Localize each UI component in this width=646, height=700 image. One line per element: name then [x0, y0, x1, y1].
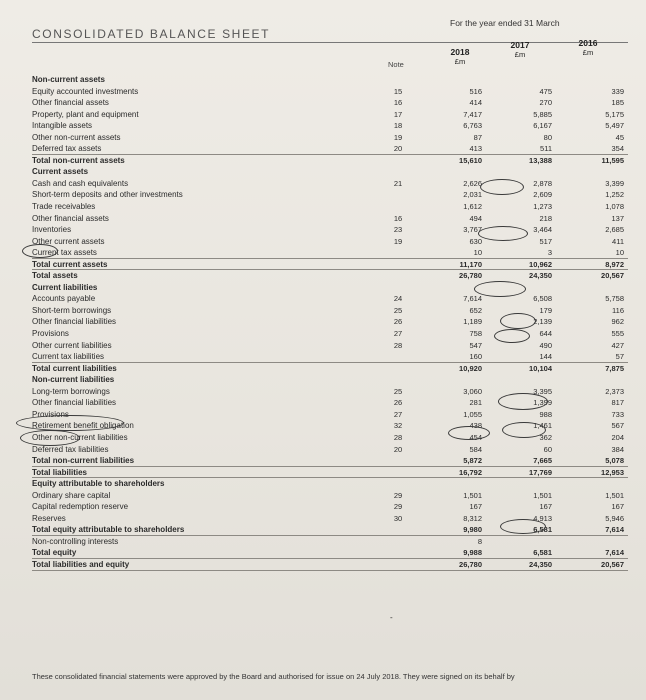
table-row — [22, 213, 628, 225]
value-2018: 8 — [477, 536, 482, 546]
value-2017: 644 — [539, 329, 552, 339]
row-note: 25 — [393, 386, 403, 396]
value-2017: 167 — [539, 502, 552, 512]
year-2017-header — [500, 40, 540, 59]
value-2018: 15,610 — [459, 155, 482, 165]
annotation-circle — [480, 179, 524, 195]
value-2018: 2,626 — [463, 178, 482, 188]
unit-label: £m — [454, 57, 466, 66]
row-label: Other current liabilities — [32, 340, 112, 350]
value-2017: 17,769 — [529, 467, 552, 477]
value-2017: 270 — [539, 98, 552, 108]
value-2017: 60 — [543, 444, 552, 454]
value-2017: 144 — [539, 352, 552, 362]
value-2018: 1,055 — [463, 409, 482, 419]
annotation-circle — [502, 422, 546, 438]
value-2018: 281 — [469, 398, 482, 408]
approval-footnote: These consolidated financial statements were approved by the Board and authorised for issue on 24 July 2018. They were signed on its behalf by — [32, 672, 515, 681]
table-row — [22, 328, 628, 340]
table-row — [22, 86, 628, 98]
row-label: Short-term borrowings — [32, 305, 112, 315]
value-2016: 7,614 — [605, 525, 624, 535]
value-2016: 185 — [611, 98, 624, 108]
value-2016: 7,614 — [605, 548, 624, 558]
value-2016: 45 — [615, 132, 624, 142]
value-2018: 2,031 — [463, 190, 482, 200]
value-2018: 516 — [469, 86, 482, 96]
value-2018: 758 — [469, 329, 482, 339]
table-row — [22, 340, 628, 352]
value-2016: 567 — [611, 421, 624, 431]
value-2017: 24,350 — [529, 271, 552, 281]
value-2016: 167 — [611, 502, 624, 512]
row-note: 28 — [393, 340, 403, 350]
value-2017: 1,273 — [533, 202, 552, 212]
value-2018: 584 — [469, 444, 482, 454]
value-2017: 6,167 — [533, 121, 552, 131]
value-2018: 5,872 — [463, 456, 482, 466]
table-row — [22, 166, 628, 178]
value-2018: 16,792 — [459, 467, 482, 477]
value-2017: 4,913 — [533, 513, 552, 523]
row-note: 24 — [393, 294, 403, 304]
table-row — [22, 455, 628, 467]
row-label: Current liabilities — [32, 282, 98, 292]
value-2018: 652 — [469, 305, 482, 315]
value-2018: 9,980 — [463, 525, 482, 535]
value-2016: 137 — [611, 213, 624, 223]
value-2016: 354 — [611, 144, 624, 154]
value-2016: 1,501 — [605, 490, 624, 500]
value-2017: 5,885 — [533, 109, 552, 119]
value-2018: 1,612 — [463, 202, 482, 212]
value-2017: 2,139 — [533, 317, 552, 327]
value-2018: 26,780 — [459, 559, 482, 569]
annotation-circle — [478, 226, 528, 241]
unit-label: £m — [514, 50, 526, 59]
row-label: Retirement benefit obligation — [32, 421, 134, 431]
table-row — [22, 259, 628, 271]
value-2016: 11,595 — [601, 155, 624, 165]
page-title: CONSOLIDATED BALANCE SHEET — [32, 27, 271, 41]
value-2018: 6,763 — [463, 121, 482, 131]
row-note: 18 — [393, 121, 403, 131]
row-note: 15 — [393, 86, 403, 96]
table-row — [22, 444, 628, 456]
row-label: Provisions — [32, 329, 69, 339]
value-2018: 87 — [473, 132, 482, 142]
annotation-circle — [20, 430, 80, 446]
row-note: 16 — [393, 213, 403, 223]
table-row — [22, 293, 628, 305]
row-note: 26 — [393, 317, 403, 327]
value-2018: 26,780 — [459, 271, 482, 281]
value-2016: 116 — [612, 305, 624, 315]
table-row — [22, 305, 628, 317]
table-row — [22, 74, 628, 86]
value-2018: 11,170 — [459, 259, 482, 269]
row-label: Total current liabilities — [32, 363, 117, 373]
table-row — [22, 536, 628, 548]
row-note: 29 — [393, 490, 403, 500]
row-label: Cash and cash equivalents — [32, 178, 129, 188]
row-label: Provisions — [32, 409, 69, 419]
row-label: Reserves — [32, 513, 66, 523]
row-note: 23 — [393, 225, 403, 235]
year-2016-header — [568, 38, 608, 57]
year-2017-label: 2017 — [510, 40, 530, 50]
value-2018: 7,417 — [463, 109, 482, 119]
annotation-circle — [498, 393, 548, 410]
value-2017: 475 — [539, 86, 552, 96]
value-2018: 3,060 — [463, 386, 482, 396]
value-2016: 339 — [611, 86, 624, 96]
row-label: Total non-current assets — [32, 155, 125, 165]
row-note: 16 — [393, 98, 403, 108]
row-label: Equity accounted investments — [32, 86, 139, 96]
value-2018: 160 — [469, 352, 482, 362]
table-row — [22, 501, 628, 513]
row-note: 17 — [393, 109, 403, 119]
table-row — [22, 201, 628, 213]
table-row — [22, 143, 628, 155]
value-2017: 6,581 — [533, 525, 552, 535]
value-2016: 1,078 — [605, 202, 624, 212]
table-row — [22, 247, 628, 259]
value-2016: 20,567 — [601, 271, 624, 281]
row-label: Other financial assets — [32, 98, 109, 108]
row-note: 27 — [393, 409, 403, 419]
value-2018: 413 — [469, 144, 482, 154]
value-2017: 511 — [540, 144, 552, 154]
value-2017: 988 — [539, 409, 552, 419]
value-2018: 494 — [469, 213, 482, 223]
value-2016: 10 — [615, 248, 624, 258]
row-label: Non-current assets — [32, 75, 105, 84]
row-label: Other non-current assets — [32, 132, 121, 142]
row-label: Deferred tax liabilities — [32, 444, 109, 454]
table-row — [22, 155, 628, 167]
row-label: Current tax liabilities — [32, 352, 105, 362]
row-note: 20 — [393, 444, 403, 454]
table-row — [22, 374, 628, 386]
value-2018: 630 — [469, 236, 482, 246]
value-2017: 362 — [539, 432, 552, 442]
value-2017: 80 — [543, 132, 552, 142]
value-2017: 2,609 — [533, 190, 552, 200]
value-2016: 5,175 — [605, 109, 624, 119]
value-2016: 5,497 — [605, 121, 624, 131]
value-2018: 547 — [469, 340, 482, 350]
row-note: 25 — [393, 305, 403, 315]
row-label: Property, plant and equipment — [32, 109, 139, 119]
table-row — [22, 178, 628, 190]
value-2017: 218 — [539, 213, 552, 223]
unit-label: £m — [582, 48, 594, 57]
value-2016: 2,373 — [605, 386, 624, 396]
value-2016: 57 — [615, 352, 624, 362]
value-2016: 411 — [612, 236, 624, 246]
row-note: 20 — [393, 144, 403, 154]
year-2018-header — [440, 47, 480, 66]
row-note: 32 — [393, 421, 403, 431]
value-2017: 6,508 — [533, 294, 552, 304]
row-label: Other financial liabilities — [32, 317, 117, 327]
table-row — [22, 351, 628, 363]
row-label: Other financial assets — [32, 213, 109, 223]
row-note: 28 — [393, 432, 403, 442]
value-2016: 20,567 — [601, 559, 624, 569]
row-label: Non-controlling interests — [32, 536, 119, 546]
value-2017: 3,464 — [533, 225, 552, 235]
value-2018: 167 — [469, 502, 482, 512]
row-label: Trade receivables — [32, 202, 96, 212]
value-2016: 5,758 — [605, 294, 624, 304]
row-note: 29 — [393, 502, 403, 512]
table-row — [22, 270, 628, 282]
table-row — [22, 120, 628, 132]
table-row — [22, 282, 628, 294]
value-2016: 5,946 — [605, 513, 624, 523]
row-label: Long-term borrowings — [32, 386, 110, 396]
value-2016: 555 — [611, 329, 624, 339]
value-2016: 3,399 — [605, 178, 624, 188]
value-2018: 9,988 — [463, 548, 482, 558]
value-2016: 8,972 — [605, 259, 624, 269]
annotation-circle — [494, 329, 530, 343]
value-2018: 10 — [473, 248, 482, 258]
row-label: Short-term deposits and other investments — [32, 190, 183, 200]
value-2016: 427 — [611, 340, 624, 350]
table-row — [22, 363, 628, 375]
annotation-circle — [500, 313, 536, 329]
row-label: Current assets — [32, 167, 89, 177]
row-label: Other non-current liabilities — [32, 432, 128, 442]
table-row — [22, 189, 628, 201]
value-2018: 438 — [469, 421, 482, 431]
row-note: 21 — [393, 178, 403, 188]
table-row — [22, 467, 628, 479]
value-2018: 7,614 — [463, 294, 482, 304]
balance-table — [22, 74, 628, 571]
annotation-circle — [448, 426, 490, 440]
value-2017: 1,461 — [533, 421, 552, 431]
row-label: Capital redemption reserve — [32, 502, 129, 512]
value-2016: 1,252 — [605, 190, 624, 200]
row-label: Inventories — [32, 225, 72, 235]
row-label: Deferred tax assets — [32, 144, 102, 154]
row-note: 30 — [393, 513, 403, 523]
table-row — [22, 478, 628, 490]
value-2017: 490 — [539, 340, 552, 350]
value-2018: 3,767 — [463, 225, 482, 235]
table-row — [22, 132, 628, 144]
value-2016: 12,953 — [601, 467, 624, 477]
annotation-circle — [474, 281, 526, 297]
table-row — [22, 224, 628, 236]
table-row — [22, 109, 628, 121]
row-note: 19 — [393, 132, 403, 142]
row-label: Total equity — [32, 548, 77, 558]
value-2017: 3,395 — [533, 386, 552, 396]
value-2017: 179 — [539, 305, 552, 315]
non-controlling-dash: - — [390, 613, 393, 622]
value-2017: 2,878 — [533, 178, 552, 188]
table-row — [22, 236, 628, 248]
value-2017: 24,350 — [529, 559, 552, 569]
table-row — [22, 547, 628, 559]
value-2017: 1,399 — [533, 398, 552, 408]
value-2017: 10,962 — [529, 259, 552, 269]
table-row — [22, 316, 628, 328]
table-row — [22, 97, 628, 109]
period-label: For the year ended 31 March — [450, 18, 560, 28]
value-2016: 817 — [611, 398, 624, 408]
value-2017: 13,388 — [529, 155, 552, 165]
year-2018-label: 2018 — [450, 47, 470, 57]
row-label: Intangible assets — [32, 121, 93, 131]
table-row — [22, 559, 628, 571]
row-label: Ordinary share capital — [32, 490, 111, 500]
row-note: 27 — [393, 329, 403, 339]
value-2018: 1,189 — [463, 317, 482, 327]
value-2016: 5,078 — [605, 456, 624, 466]
value-2017: 1,501 — [533, 490, 552, 500]
value-2018: 454 — [469, 432, 482, 442]
value-2018: 8,312 — [463, 513, 482, 523]
row-label: Total liabilities and equity — [32, 559, 130, 569]
note-column-header: Note — [388, 60, 404, 69]
row-label: Total equity attributable to shareholders — [32, 525, 185, 535]
value-2018: 10,920 — [459, 363, 482, 373]
row-label: Other financial liabilities — [32, 398, 117, 408]
annotation-circle — [500, 519, 546, 534]
value-2016: 962 — [611, 317, 624, 327]
row-label: Total current assets — [32, 259, 108, 269]
value-2016: 384 — [611, 444, 624, 454]
year-2016-label: 2016 — [578, 38, 598, 48]
value-2016: 7,875 — [605, 363, 624, 373]
value-2017: 3 — [547, 248, 552, 258]
value-2017: 517 — [539, 236, 552, 246]
annotation-circle — [16, 415, 124, 431]
annotation-circle — [22, 244, 58, 258]
value-2017: 7,665 — [533, 456, 552, 466]
row-label: Current tax assets — [32, 248, 97, 258]
row-label: Total non-current liabilities — [32, 456, 135, 466]
value-2018: 1,501 — [463, 490, 482, 500]
row-label: Non-current liabilities — [32, 375, 115, 385]
row-note: 19 — [393, 236, 403, 246]
value-2018: 414 — [469, 98, 482, 108]
value-2016: 2,685 — [605, 225, 624, 235]
value-2016: 204 — [611, 432, 624, 442]
table-row — [22, 490, 628, 502]
value-2017: 10,104 — [529, 363, 552, 373]
value-2016: 733 — [611, 409, 624, 419]
row-label: Total assets — [32, 271, 78, 281]
row-label: Other current assets — [32, 236, 105, 246]
value-2017: 6,581 — [533, 548, 552, 558]
row-label: Accounts payable — [32, 294, 96, 304]
row-note: 26 — [393, 398, 403, 408]
row-label: Equity attributable to shareholders — [32, 479, 165, 489]
row-label: Total liabilities — [32, 467, 87, 477]
